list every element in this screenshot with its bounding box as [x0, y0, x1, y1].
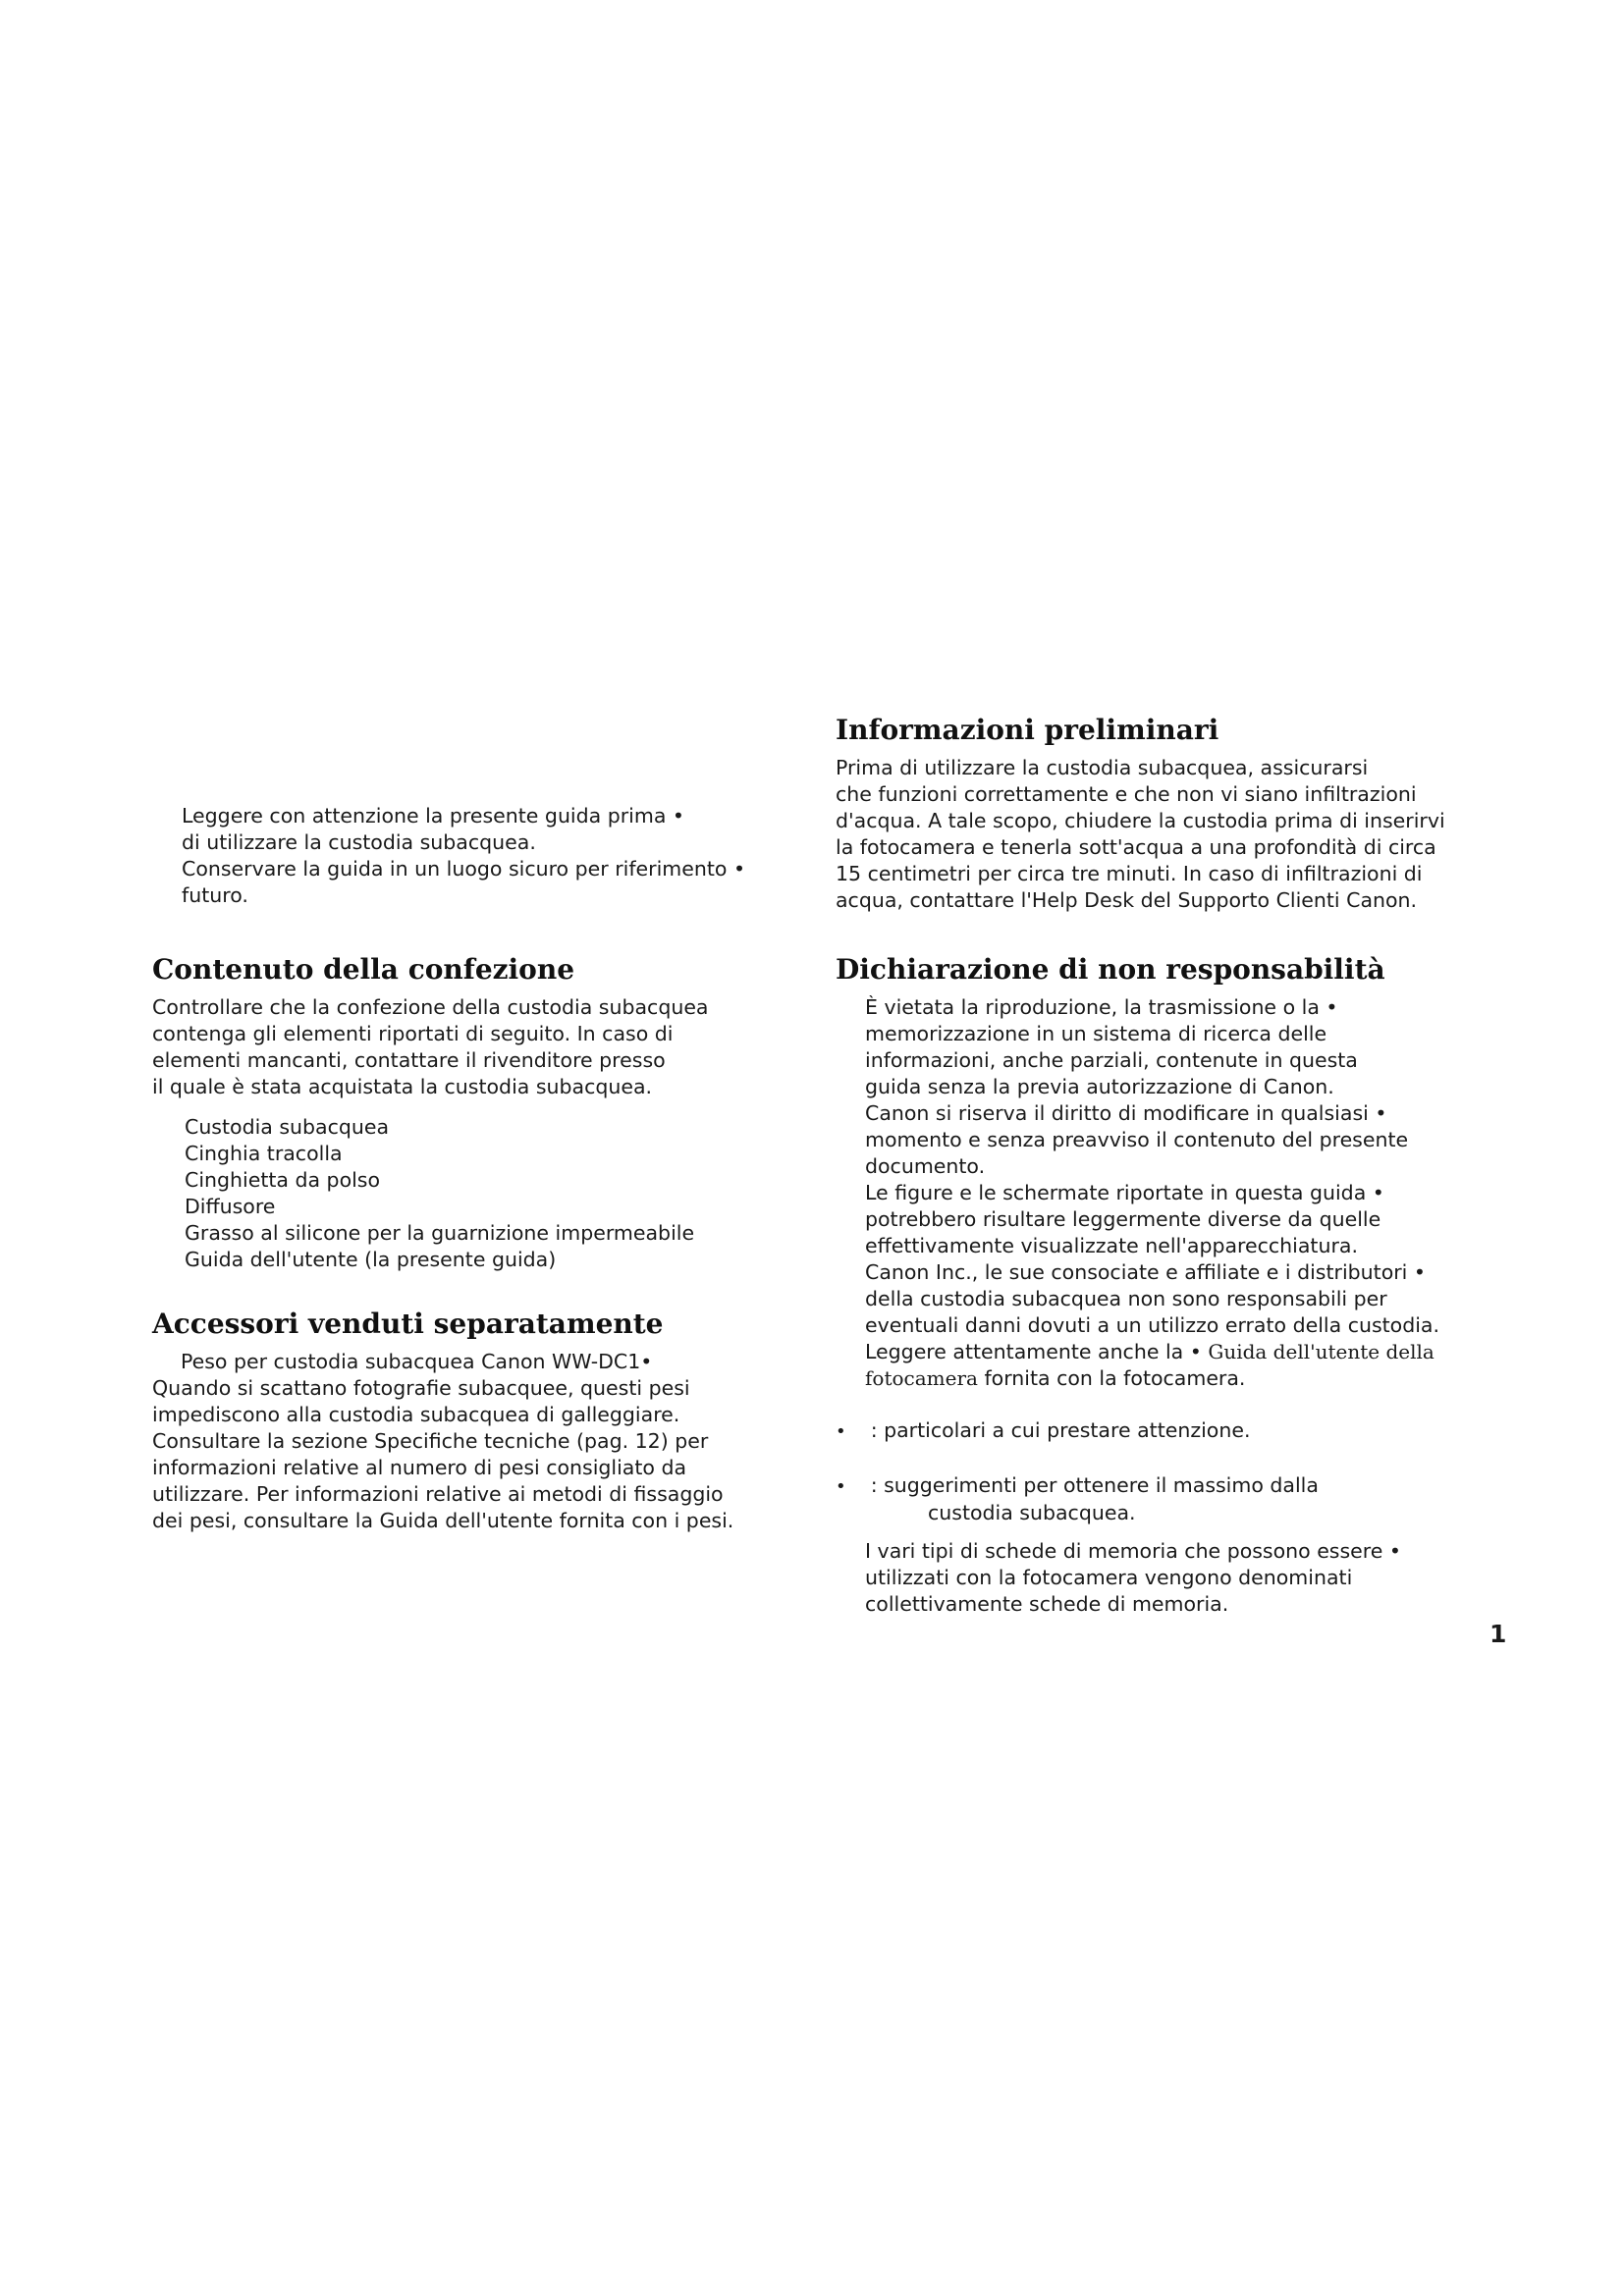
- caution-text: : particolari a cui prestare attenzione.: [870, 1418, 1251, 1442]
- intro-line: di utilizzare la custodia subacquea.: [182, 830, 536, 854]
- disclaimer-guide-title-2: fotocamera: [865, 1366, 978, 1390]
- bullet-icon: •: [836, 1476, 846, 1497]
- disclaimer-guide-title: Guida dell'utente della: [1208, 1340, 1435, 1363]
- list-item: Custodia subacquea: [185, 1115, 390, 1139]
- memory-note: I vari tipi di schede di memoria che possono essere • utilizzati con la fotocamera vengono denominati collettivamente schede di memoria.: [865, 1539, 1401, 1616]
- list-item: Cinghia tracolla: [185, 1142, 343, 1165]
- list-item: Cinghietta da polso: [185, 1168, 381, 1192]
- intro-block: [182, 803, 745, 909]
- disclaimer-list: [865, 994, 1474, 1392]
- disclaimer-last-suffix: fornita con la fotocamera.: [977, 1366, 1246, 1390]
- intro-line: Conservare la guida in un luogo sicuro per riferimento •: [182, 857, 746, 881]
- preliminary-heading: Informazioni preliminari: [836, 714, 1219, 746]
- intro-line: Leggere con attenzione la presente guida prima •: [182, 804, 684, 828]
- disclaimer-heading: Dichiarazione di non responsabilità: [836, 953, 1385, 986]
- tip-text: : suggerimenti per ottenere il massimo dalla: [870, 1473, 1319, 1497]
- tip-note: [836, 1472, 1319, 1526]
- preliminary-paragraph: Prima di utilizzare la custodia subacquea, assicurarsi che funzioni correttamente e che non vi siano infiltrazioni d'acqua. A tale scopo, chiudere la custodia prima di inserirvi la fotocamera e tenerla sott'acqua a una profondità di circa 15 centimetri per circa tre minuti. In caso di infiltrazioni di acqua, contattare l'Help Desk del Supporto Clienti Canon.: [836, 756, 1445, 912]
- disclaimer-item: Canon Inc., le sue consociate e affiliate e i distributori • della custodia subacquea non sono responsabili per eventuali danni dovuti a un utilizzo errato della custodia.: [865, 1260, 1440, 1337]
- accessories-paragraph: Quando si scattano fotografie subacquee, questi pesi impediscono alla custodia subacquea di galleggiare. Consultare la sezione Specifiche tecniche (pag. 12) per informazioni relative al numero di pesi consigliato da utilizzare. Per informazioni relative ai metodi di fissaggio dei pesi, consultare la Guida dell'utente fornita con i pesi.: [152, 1376, 734, 1532]
- disclaimer-item: [865, 1339, 1474, 1365]
- disclaimer-item: Le figure e le schermate riportate in questa guida • potrebbero risultare leggermente diverse da quelle effettivamente visualizzate nell'apparecchiatura.: [865, 1181, 1384, 1257]
- tip-text-2: custodia subacquea.: [928, 1501, 1136, 1524]
- bullet-icon: •: [836, 1421, 846, 1442]
- accessories-heading: Accessori venduti separatamente: [152, 1308, 664, 1340]
- contents-paragraph: Controllare che la confezione della custodia subacquea contenga gli elementi riportati di seguito. In caso di elementi mancanti, contattare il rivenditore presso il quale è stata acquistata la custodia subacquea.: [152, 995, 709, 1098]
- contents-list: [185, 1114, 694, 1273]
- list-item: Diffusore: [185, 1195, 276, 1218]
- contents-heading: Contenuto della confezione: [152, 953, 575, 986]
- page-number: 1: [1489, 1620, 1507, 1648]
- disclaimer-item: È vietata la riproduzione, la trasmissione o la • memorizzazione in un sistema di ricerca delle informazioni, anche parziali, contenute in questa guida senza la previa autorizzazione di Canon.: [865, 995, 1358, 1098]
- accessories-item: Peso per custodia subacquea Canon WW-DC1•: [181, 1350, 653, 1373]
- list-item: Grasso al silicone per la guarnizione impermeabile: [185, 1221, 695, 1245]
- disclaimer-item: [865, 1365, 1474, 1392]
- caution-note: [836, 1417, 1250, 1445]
- list-item: Guida dell'utente (la presente guida): [185, 1248, 557, 1271]
- disclaimer-last-prefix: Leggere attentamente anche la •: [865, 1340, 1209, 1363]
- intro-line: futuro.: [182, 883, 248, 907]
- disclaimer-item: Canon si riserva il diritto di modificare in qualsiasi • momento e senza preavviso il contenuto del presente documento.: [865, 1101, 1409, 1178]
